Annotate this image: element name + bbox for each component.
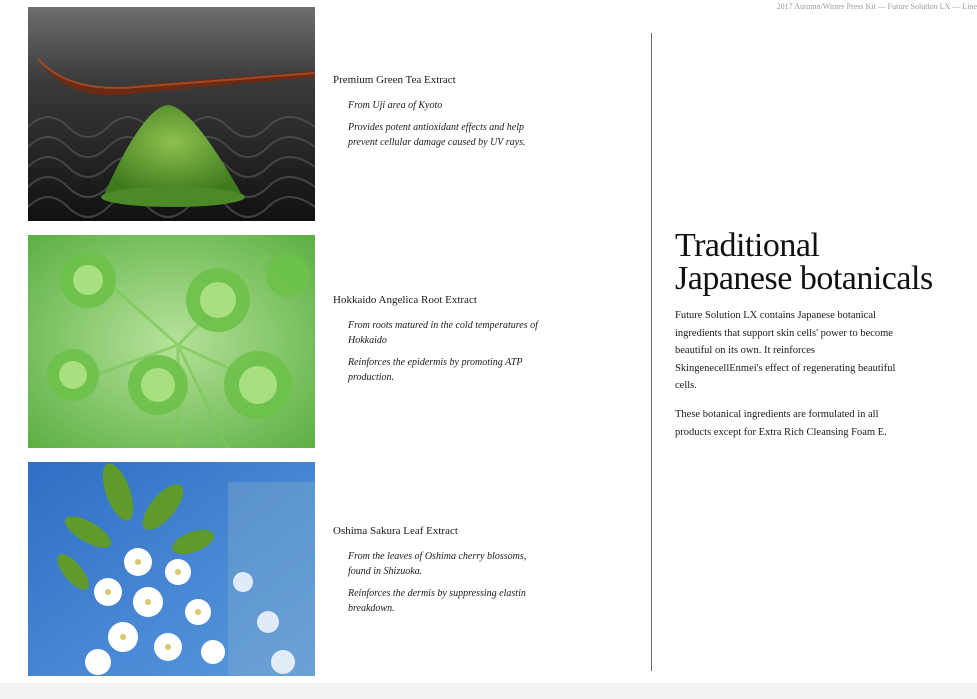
ingredient-angelica-root [333, 293, 543, 392]
ingredient-title: Premium Green Tea Extract [333, 74, 456, 86]
headline-line-2: Japanese botanicals [675, 260, 933, 297]
ingredient-origin: From roots matured in the cold temperatures of Hokkaido [348, 320, 538, 346]
formulation-paragraph: These botanical ingredients are formulated in all products except for Extra Rich Cleansing Foam E. [675, 409, 887, 438]
ingredient-origin: From Uji area of Kyoto [348, 100, 443, 111]
ingredient-benefit: Reinforces the dermis by suppressing elastin breakdown. [348, 588, 526, 614]
green-tea-photo [28, 7, 315, 221]
ingredient-benefit: Reinforces the epidermis by promoting ATP production. [348, 357, 523, 383]
ingredient-green-tea [333, 73, 543, 157]
sakura-blossom-photo [28, 462, 315, 676]
page-headline [675, 229, 975, 295]
ingredient-origin: From the leaves of Oshima cherry blossoms, found in Shizuoka. [348, 551, 527, 577]
ingredient-title: Hokkaido Angelica Root Extract [333, 294, 477, 306]
angelica-flower-photo [28, 235, 315, 448]
headline-line-1: Traditional [675, 227, 820, 264]
ingredient-title: Oshima Sakura Leaf Extract [333, 525, 458, 537]
ingredient-sakura-leaf [333, 524, 543, 623]
running-header: 2017 Autumn/Winter Press Kit — Future Solution LX — Line [776, 2, 977, 11]
page-bottom-strip [0, 683, 977, 699]
intro-paragraph: Future Solution LX contains Japanese botanical ingredients that support skin cells' power to become beautiful on its own. It reinforces SkingenecellEnmei's effect of regenerating beautiful cells. [675, 310, 896, 391]
ingredient-benefit: Provides potent antioxidant effects and help prevent cellular damage caused by UV rays. [348, 122, 526, 148]
column-divider [651, 33, 652, 671]
